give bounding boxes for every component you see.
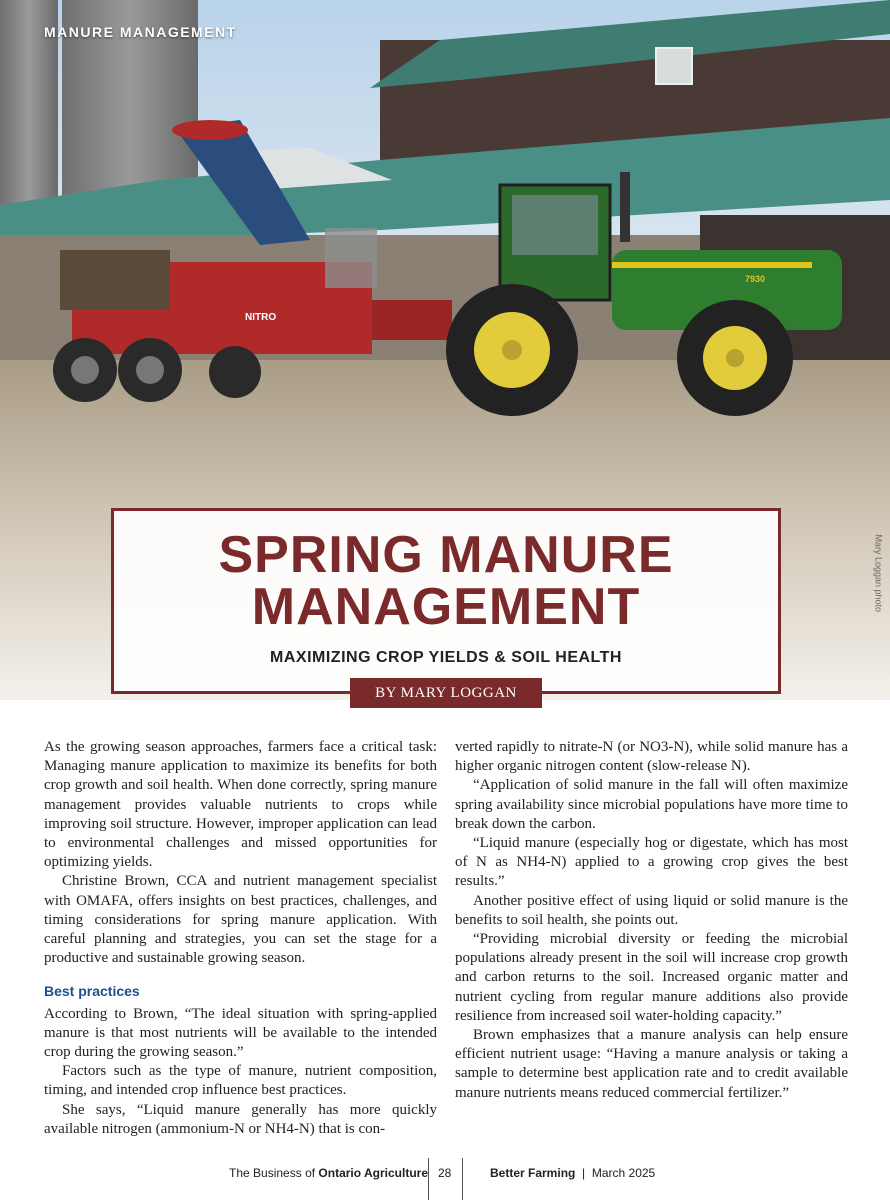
footer-tagline-prefix: The Business of — [229, 1166, 316, 1180]
paragraph: According to Brown, “The ideal situation with spring-applied manure is that most nutrients will be available to the intended crop during the growing season.” — [44, 1005, 437, 1061]
section-heading: Best practices — [44, 983, 140, 1000]
body-column-left — [44, 738, 437, 1139]
footer-divider — [462, 1158, 463, 1200]
paragraph: Brown emphasizes that a manure analysis can help ensure efficient nutrient usage: “Having a manure analysis or taking a sample to determine best application rate and to credit available manure nutrients means reduced commercial fertilizer.” — [455, 1027, 848, 1101]
paragraph: “Liquid manure (especially hog or digestate, which has most of N as NH4-N) applied to a growing crop gives the best results.” — [455, 835, 848, 890]
magazine-name: Better Farming — [490, 1166, 576, 1180]
page-number: 28 — [438, 1166, 452, 1180]
body-column-right — [455, 738, 848, 1103]
paragraph: Factors such as the type of manure, nutrient composition, timing, and intended crop influence best practices. — [44, 1063, 437, 1099]
paragraph: “Application of solid manure in the fall will often maximize spring availability since microbial populations have more time to break down the carbon. — [455, 777, 848, 832]
footer-tagline — [229, 1166, 428, 1180]
byline: BY MARY LOGGAN — [350, 678, 542, 708]
title-line-2: MANAGEMENT — [251, 578, 641, 636]
paragraph: Another positive effect of using liquid or solid manure is the benefits to soil health, she points out. — [455, 892, 848, 928]
title-line-1: SPRING MANURE — [218, 526, 674, 584]
article-subtitle: MAXIMIZING CROP YIELDS & SOIL HEALTH — [270, 649, 622, 666]
photo-credit: Mary Loggan photo — [874, 534, 884, 612]
footer-tagline-bold: Ontario Agriculture — [318, 1166, 428, 1180]
footer-publication — [490, 1166, 655, 1180]
paragraph: She says, “Liquid manure generally has more quickly available nitrogen (ammonium-N or NH4-N) that is con- — [44, 1101, 437, 1137]
title-box — [111, 508, 781, 694]
footer-divider — [428, 1158, 429, 1200]
paragraph: verted rapidly to nitrate-N (or NO3-N), while solid manure has a higher organic nitrogen content (slow-release N). — [455, 739, 848, 775]
paragraph: As the growing season approaches, farmers face a critical task: Managing manure application to maximize its benefits for both crop growth and soil health. When done correctly, spring manure management provides valuable nutrients to crops while improving soil structure. However, improper application can lead to environmental challenges and missed opportunities for optimizing yields. — [44, 739, 437, 871]
article-title — [114, 526, 778, 636]
spreader-brand-text: NITRO — [245, 312, 277, 323]
tractor-model-text: 7930 — [745, 274, 766, 284]
paragraph: Christine Brown, CCA and nutrient management specialist with OMAFA, offers insights on best practices, challenges, and timing considerations for spring manure application. With careful planning and strategies, you can set the stage for a productive and sustainable growing season. — [44, 873, 437, 967]
section-label: MANURE MANAGEMENT — [44, 24, 237, 40]
paragraph: “Providing microbial diversity or feeding the microbial populations already present in the soil will increase crop growth and carbon returns to the soil. Increased organic matter and nutrient cycling from regular manure additions also provide resilience from increased soil water-holding capacity.” — [455, 931, 848, 1024]
page-footer — [0, 1158, 890, 1200]
footer-separator: | — [578, 1166, 589, 1180]
issue-date: March 2025 — [591, 1166, 656, 1180]
